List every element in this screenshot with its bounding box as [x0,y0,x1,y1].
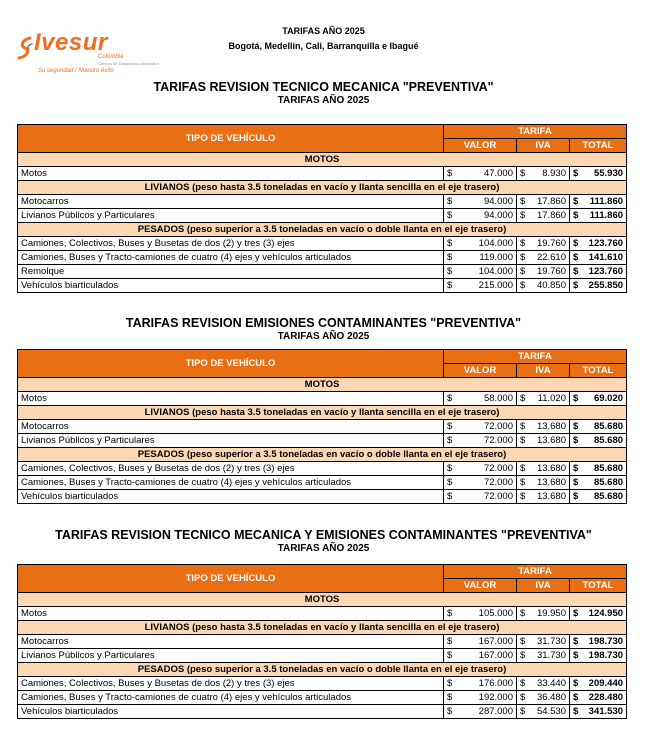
total-cell [570,677,627,691]
table-row [18,209,627,223]
valor-cell-value: 104.000 [478,266,513,277]
group-header-pesados: PESADOS (peso superior a 3.5 toneladas en vacío o doble llanta en el eje trasero) [18,448,627,462]
logo-tagline: Su seguridad / Nuestro éxito [38,68,114,74]
column-header-total: TOTAL [570,364,627,378]
iva-cell [517,607,570,621]
table-row [18,462,627,476]
valor-cell-value: 72.000 [483,435,513,446]
vehicle-type: Livianos Públicos y Particulares [18,434,444,448]
currency-symbol: $ [573,210,579,221]
total-cell [570,251,627,265]
currency-symbol: $ [520,463,526,474]
valor-cell-value: 72.000 [483,477,513,488]
currency-symbol: $ [573,421,579,432]
currency-symbol: $ [520,238,526,249]
column-header-tarifa: TARIFA [444,125,627,139]
table-row [18,265,627,279]
total-cell [570,476,627,490]
table-row [18,490,627,504]
valor-cell-value: 58.000 [483,393,513,404]
valor-cell [444,476,517,490]
total-cell [570,265,627,279]
table-row [18,195,627,209]
vehicle-type: Livianos Públicos y Particulares [18,209,444,223]
valor-cell [444,265,517,279]
iva-cell [517,462,570,476]
valor-cell [444,392,517,406]
vehicle-type: Camiones, Buses y Tracto-camiones de cuatro (4) ejes y vehículos articulados [18,476,444,490]
iva-cell-value: 40.850 [536,280,566,291]
total-cell-value: 69.020 [593,393,624,404]
currency-symbol: $ [573,692,579,703]
iva-cell [517,677,570,691]
vehicle-type: Camiones, Buses y Tracto-camiones de cuatro (4) ejes y vehículos articulados [18,251,444,265]
currency-symbol: $ [520,280,526,291]
column-header-valor: VALOR [444,579,517,593]
valor-cell [444,649,517,663]
section-title: TARIFAS REVISION EMISIONES CONTAMINANTES "PREVENTIVA" [125,316,522,330]
total-cell-value: 228.480 [588,692,624,703]
currency-symbol: $ [573,168,579,179]
vehicle-type: Camiones, Buses y Tracto-camiones de cuatro (4) ejes y vehículos articulados [18,691,444,705]
vehicle-type: Motocarros [18,195,444,209]
total-cell [570,209,627,223]
iva-cell [517,635,570,649]
currency-symbol: $ [573,266,579,277]
valor-cell-value: 105.000 [478,608,513,619]
vehicle-type: Motocarros [18,420,444,434]
iva-cell-value: 13.680 [536,491,566,502]
currency-symbol: $ [520,678,526,689]
iva-cell-value: 36.480 [536,692,566,703]
valor-cell-value: 119.000 [479,252,513,263]
total-cell-value: 123.760 [588,238,624,249]
total-cell-value: 85.680 [593,435,624,446]
cities-line: Bogotá, Medellín, Cali, Barranquilla e Ibagué [228,41,419,51]
currency-symbol: $ [573,463,579,474]
iva-cell-value: 31.730 [536,650,566,661]
column-header-total: TOTAL [570,579,627,593]
currency-symbol: $ [520,608,526,619]
iva-cell [517,476,570,490]
currency-symbol: $ [447,168,453,179]
currency-symbol: $ [573,196,579,207]
currency-symbol: $ [573,280,579,291]
iva-cell-value: 33.440 [536,678,566,689]
group-header-livianos: LIVIANOS (peso hasta 3.5 toneladas en vacío y llanta sencilla en el eje trasero) [18,406,627,420]
currency-symbol: $ [447,608,453,619]
total-cell-value: 198.730 [588,636,624,647]
valor-cell-value: 167.000 [478,636,513,647]
valor-cell [444,434,517,448]
iva-cell-value: 31.730 [536,636,566,647]
vehicle-type: Camiones, Colectivos, Buses y Busetas de dos (2) y tres (3) ejes [18,677,444,691]
currency-symbol: $ [520,636,526,647]
total-cell [570,490,627,504]
valor-cell [444,677,517,691]
logo-subtitle: Centros de Diagnóstico Automotor [98,61,159,66]
total-cell [570,392,627,406]
total-cell-value: 85.680 [593,463,624,474]
total-cell-value: 255.850 [588,280,624,291]
total-cell [570,635,627,649]
section-subtitle: TARIFAS AÑO 2025 [277,543,370,554]
total-cell-value: 124.950 [588,608,624,619]
table-row [18,420,627,434]
iva-cell-value: 19.950 [536,608,566,619]
currency-symbol: $ [520,252,526,263]
total-cell-value: 85.680 [593,421,624,432]
currency-symbol: $ [520,196,526,207]
iva-cell [517,265,570,279]
total-cell-value: 209.440 [588,678,624,689]
iva-cell-value: 17.860 [536,210,566,221]
column-header-total: TOTAL [570,139,627,153]
valor-cell [444,237,517,251]
iva-cell [517,434,570,448]
iva-cell-value: 13.680 [536,463,566,474]
total-cell-value: 85.680 [593,477,624,488]
currency-symbol: $ [447,491,453,502]
currency-symbol: $ [447,692,453,703]
currency-symbol: $ [520,421,526,432]
currency-symbol: $ [447,435,453,446]
valor-cell [444,279,517,293]
group-header-pesados: PESADOS (peso superior a 3.5 toneladas en vacío o doble llanta en el eje trasero) [18,223,627,237]
total-cell [570,167,627,181]
iva-cell-value: 13.680 [536,477,566,488]
currency-symbol: $ [447,706,453,717]
total-cell-value: 198.730 [588,650,624,661]
column-header-tipo: TIPO DE VEHÍCULO [18,565,444,593]
vehicle-type: Motos [18,167,444,181]
iva-cell [517,420,570,434]
table-row [18,691,627,705]
total-cell-value: 141.610 [588,252,624,263]
valor-cell-value: 104.000 [478,238,513,249]
iva-cell [517,649,570,663]
currency-symbol: $ [573,706,579,717]
total-cell-value: 85.680 [593,491,624,502]
total-cell [570,607,627,621]
currency-symbol: $ [447,266,453,277]
currency-symbol: $ [447,636,453,647]
valor-cell-value: 176.000 [478,678,513,689]
valor-cell [444,462,517,476]
valor-cell [444,195,517,209]
currency-symbol: $ [573,636,579,647]
iva-cell-value: 19.760 [536,266,566,277]
currency-symbol: $ [447,238,453,249]
valor-cell [444,490,517,504]
total-cell-value: 111.860 [589,196,624,207]
total-cell [570,237,627,251]
column-header-tarifa: TARIFA [444,565,627,579]
table-row [18,607,627,621]
vehicle-type: Remolque [18,265,444,279]
iva-cell [517,490,570,504]
table-row [18,167,627,181]
section-title: TARIFAS REVISION TECNICO MECANICA "PREVENTIVA" [153,80,494,94]
iva-cell [517,392,570,406]
tariff-table-tecnomecanica [17,124,627,293]
total-cell [570,462,627,476]
total-cell [570,705,627,719]
currency-symbol: $ [573,477,579,488]
tariff-table-emisiones [17,349,627,504]
iva-cell [517,691,570,705]
total-cell-value: 55.930 [593,168,624,179]
table-row [18,705,627,719]
logo-country: Colombia [98,54,124,60]
currency-symbol: $ [447,678,453,689]
currency-symbol: $ [447,463,453,474]
currency-symbol: $ [447,477,453,488]
valor-cell [444,635,517,649]
valor-cell [444,209,517,223]
currency-symbol: $ [573,252,579,263]
currency-symbol: $ [573,238,579,249]
iva-cell [517,251,570,265]
section-title: TARIFAS REVISION TECNICO MECANICA Y EMISIONES CONTAMINANTES "PREVENTIVA" [55,528,592,542]
currency-symbol: $ [520,435,526,446]
vehicle-type: Motos [18,607,444,621]
iva-cell [517,209,570,223]
currency-symbol: $ [447,650,453,661]
section-subtitle: TARIFAS AÑO 2025 [277,331,370,342]
valor-cell [444,691,517,705]
table-row [18,237,627,251]
currency-symbol: $ [447,393,453,404]
currency-symbol: $ [447,280,453,291]
iva-cell [517,279,570,293]
iva-cell [517,167,570,181]
currency-symbol: $ [573,435,579,446]
column-header-iva: IVA [517,579,570,593]
vehicle-type: Camiones, Colectivos, Buses y Busetas de dos (2) y tres (3) ejes [18,237,444,251]
table-row [18,392,627,406]
vehicle-type: Vehículos biarticulados [18,279,444,293]
currency-symbol: $ [520,266,526,277]
vehicle-type: Vehículos biarticulados [18,705,444,719]
valor-cell [444,607,517,621]
valor-cell [444,420,517,434]
iva-cell-value: 19.760 [536,238,566,249]
currency-symbol: $ [520,692,526,703]
logo-name: Ivesur [34,29,108,56]
currency-symbol: $ [520,477,526,488]
page-title: TARIFAS AÑO 2025 [282,26,365,36]
iva-cell-value: 11.020 [537,393,566,404]
valor-cell-value: 94.000 [483,196,513,207]
total-cell [570,649,627,663]
valor-cell [444,251,517,265]
currency-symbol: $ [573,650,579,661]
column-header-tarifa: TARIFA [444,350,627,364]
total-cell [570,195,627,209]
valor-cell-value: 72.000 [483,421,513,432]
vehicle-type: Motos [18,392,444,406]
group-header-motos: MOTOS [18,593,627,607]
iva-cell-value: 22.610 [536,252,566,263]
iva-cell-value: 17.860 [536,196,566,207]
table-row [18,476,627,490]
iva-cell [517,195,570,209]
group-header-motos: MOTOS [18,153,627,167]
column-header-tipo: TIPO DE VEHÍCULO [18,125,444,153]
total-cell-value: 123.760 [588,266,624,277]
currency-symbol: $ [520,210,526,221]
table-row [18,434,627,448]
currency-symbol: $ [573,491,579,502]
currency-symbol: $ [573,608,579,619]
valor-cell-value: 167.000 [478,650,513,661]
currency-symbol: $ [573,393,579,404]
valor-cell [444,167,517,181]
currency-symbol: $ [520,491,526,502]
valor-cell-value: 72.000 [483,491,513,502]
total-cell [570,279,627,293]
iva-cell [517,705,570,719]
currency-symbol: $ [447,210,453,221]
currency-symbol: $ [520,168,526,179]
iva-cell-value: 13.680 [536,421,566,432]
valor-cell-value: 47.000 [483,168,513,179]
currency-symbol: $ [573,678,579,689]
table-row [18,677,627,691]
valor-cell-value: 94.000 [483,210,513,221]
section-subtitle: TARIFAS AÑO 2025 [277,95,370,106]
iva-cell-value: 54.530 [536,706,566,717]
vehicle-type: Livianos Públicos y Particulares [18,649,444,663]
valor-cell-value: 72.000 [483,463,513,474]
currency-symbol: $ [447,252,453,263]
currency-symbol: $ [447,196,453,207]
column-header-iva: IVA [517,139,570,153]
total-cell [570,420,627,434]
valor-cell-value: 287.000 [478,706,513,717]
tariff-table-combinada [17,564,627,719]
total-cell [570,691,627,705]
valor-cell [444,705,517,719]
total-cell-value: 111.860 [589,210,624,221]
currency-symbol: $ [520,706,526,717]
vehicle-type: Motocarros [18,635,444,649]
table-row [18,279,627,293]
iva-cell-value: 13.680 [536,435,566,446]
column-header-tipo: TIPO DE VEHÍCULO [18,350,444,378]
table-row [18,649,627,663]
currency-symbol: $ [520,650,526,661]
group-header-motos: MOTOS [18,378,627,392]
column-header-valor: VALOR [444,364,517,378]
table-row [18,635,627,649]
vehicle-type: Vehículos biarticulados [18,490,444,504]
total-cell [570,434,627,448]
currency-symbol: $ [447,421,453,432]
iva-cell [517,237,570,251]
vehicle-type: Camiones, Colectivos, Buses y Busetas de dos (2) y tres (3) ejes [18,462,444,476]
total-cell-value: 341.530 [588,706,624,717]
valor-cell-value: 192.000 [478,692,513,703]
currency-symbol: $ [520,393,526,404]
group-header-livianos: LIVIANOS (peso hasta 3.5 toneladas en vacío y llanta sencilla en el eje trasero) [18,621,627,635]
valor-cell-value: 215.000 [478,280,513,291]
table-row [18,251,627,265]
iva-cell-value: 8.930 [542,168,566,179]
group-header-pesados: PESADOS (peso superior a 3.5 toneladas en vacío o doble llanta en el eje trasero) [18,663,627,677]
column-header-iva: IVA [517,364,570,378]
column-header-valor: VALOR [444,139,517,153]
group-header-livianos: LIVIANOS (peso hasta 3.5 toneladas en vacío y llanta sencilla en el eje trasero) [18,181,627,195]
